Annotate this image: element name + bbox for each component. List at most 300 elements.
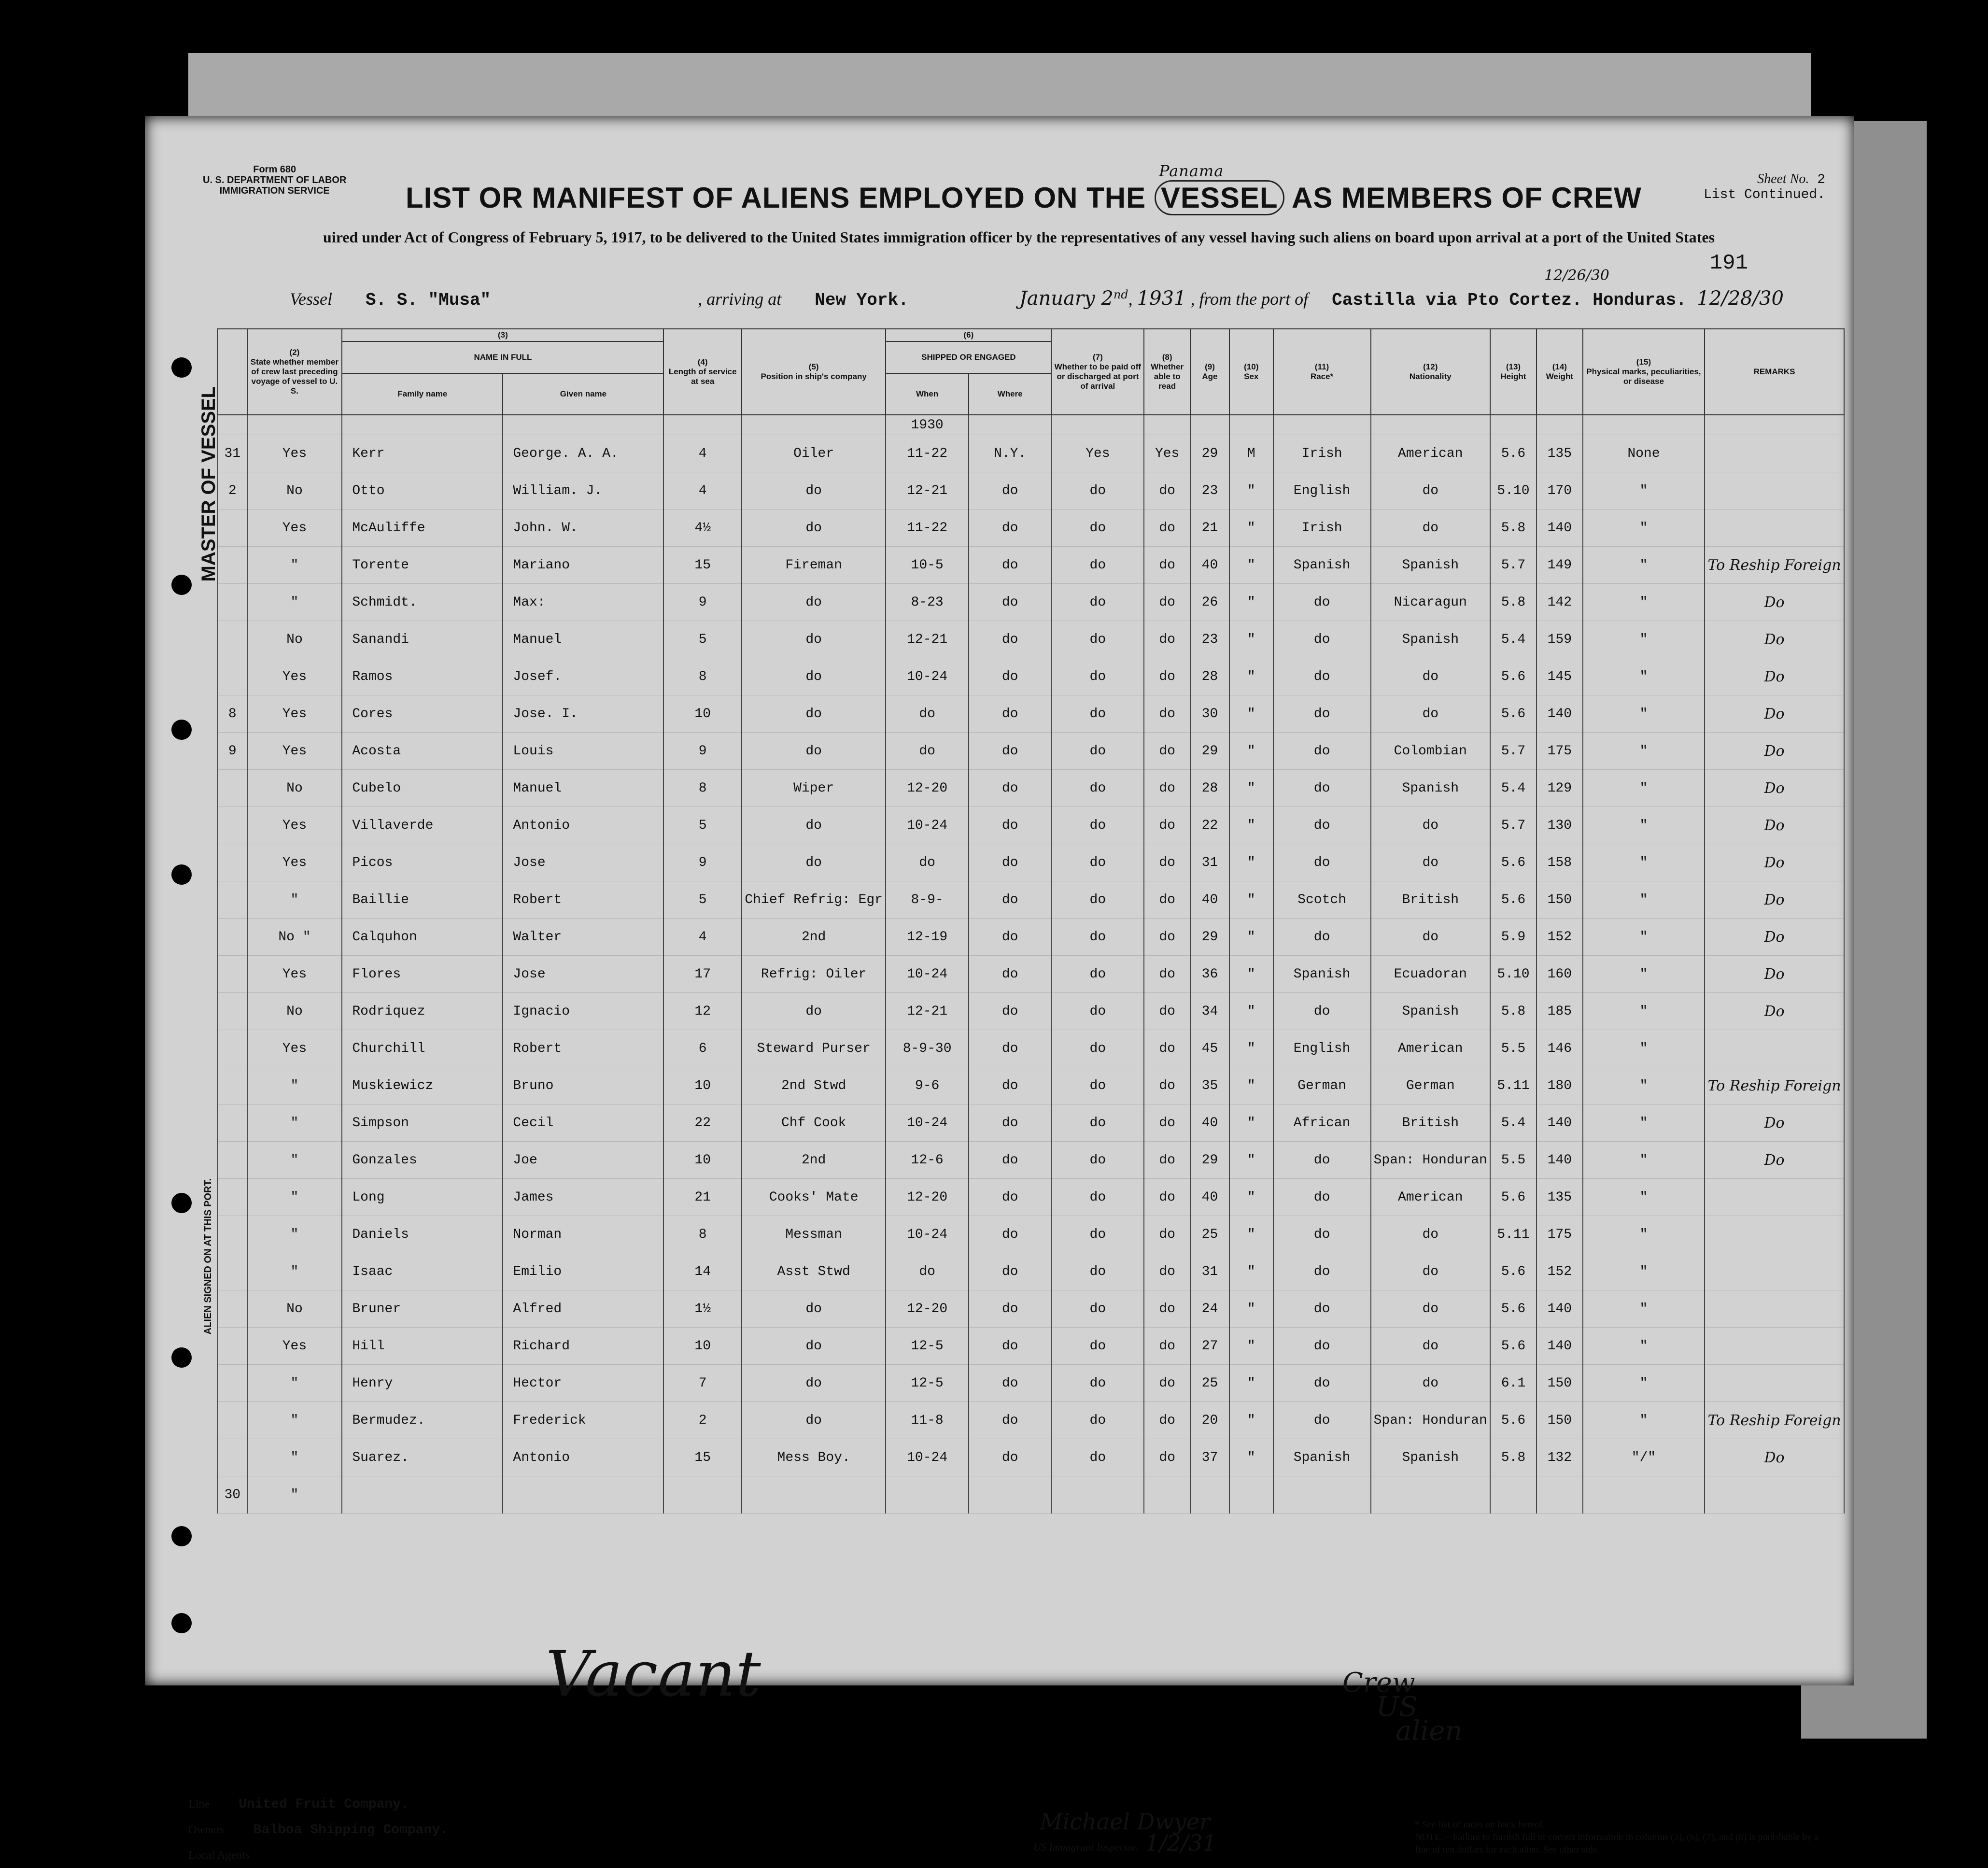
- race-cell: do: [1273, 733, 1371, 770]
- sex-cell: ": [1229, 1328, 1273, 1365]
- prev-voyage-cell: ": [247, 1067, 342, 1104]
- age-cell: 29: [1190, 1142, 1229, 1179]
- height-cell: 5.8: [1490, 509, 1537, 547]
- race-cell: do: [1273, 993, 1371, 1030]
- row-number-cell: 8: [218, 695, 247, 733]
- physical-marks-cell: ": [1583, 658, 1705, 695]
- physical-marks-cell: ": [1583, 807, 1705, 844]
- table-row: [218, 1253, 1844, 1290]
- sex-cell: ": [1229, 1179, 1273, 1216]
- race-cell: do: [1273, 1402, 1371, 1439]
- paid-off-cell: do: [1051, 658, 1144, 695]
- family-name-cell: Bermudez.: [342, 1402, 503, 1439]
- row-number-cell: 2: [218, 472, 247, 509]
- paid-off-cell: do: [1051, 584, 1144, 621]
- position-cell: do: [742, 733, 886, 770]
- height-cell: 5.5: [1490, 1142, 1537, 1179]
- family-name-cell: Suarez.: [342, 1439, 503, 1476]
- table-row: [218, 1365, 1844, 1402]
- physical-marks-cell: None: [1583, 435, 1705, 472]
- race-cell: do: [1273, 844, 1371, 881]
- able-to-read-cell: do: [1144, 770, 1190, 807]
- sex-cell: M: [1229, 435, 1273, 472]
- paid-off-cell: do: [1051, 770, 1144, 807]
- family-name-cell: Henry: [342, 1365, 503, 1402]
- weight-cell: 170: [1537, 472, 1583, 509]
- col-shipped-header: (6): [886, 329, 1051, 341]
- age-cell: 20: [1190, 1402, 1229, 1439]
- age-cell: 29: [1190, 733, 1229, 770]
- weight-cell: 135: [1537, 1179, 1583, 1216]
- remarks-cell: Do: [1705, 695, 1844, 733]
- able-to-read-cell: do: [1144, 1030, 1190, 1067]
- row-number-cell: [218, 956, 247, 993]
- weight-cell: 150: [1537, 881, 1583, 919]
- title-after: AS MEMBERS OF CREW: [1292, 182, 1642, 214]
- sex-cell: ": [1229, 919, 1273, 956]
- physical-marks-cell: ": [1583, 472, 1705, 509]
- sex-cell: ": [1229, 844, 1273, 881]
- height-cell: 5.8: [1490, 1439, 1537, 1476]
- given-name-cell: Jose: [503, 844, 663, 881]
- from-port: [1332, 267, 1697, 310]
- row-number-cell: [218, 1365, 247, 1402]
- sex-cell: ": [1229, 1216, 1273, 1253]
- sex-cell: ": [1229, 621, 1273, 658]
- race-cell: do: [1273, 621, 1371, 658]
- from-date-note: 12/26/30: [1544, 267, 1609, 284]
- signature-title: US Immigrant Inspector.: [1033, 1841, 1138, 1853]
- length-of-service-cell: 17: [663, 956, 741, 993]
- row-number-cell: [218, 919, 247, 956]
- physical-marks-cell: ": [1583, 844, 1705, 881]
- race-cell: Irish: [1273, 509, 1371, 547]
- weight-cell: [1537, 1476, 1583, 1514]
- race-cell: do: [1273, 584, 1371, 621]
- row-number-cell: [218, 993, 247, 1030]
- prev-voyage-cell: Yes: [247, 956, 342, 993]
- paid-off-cell: Yes: [1051, 435, 1144, 472]
- shipped-where-cell: do: [969, 1402, 1052, 1439]
- table-row: [218, 547, 1844, 584]
- race-cell: do: [1273, 1216, 1371, 1253]
- prev-voyage-cell: ": [247, 1253, 342, 1290]
- position-cell: do: [742, 658, 886, 695]
- remarks-cell: [1705, 1365, 1844, 1402]
- shipped-where-cell: N.Y.: [969, 435, 1052, 472]
- sex-cell: ": [1229, 1067, 1273, 1104]
- position-cell: Cooks' Mate: [742, 1179, 886, 1216]
- shipped-where-cell: do: [969, 1253, 1052, 1290]
- able-to-read-cell: do: [1144, 844, 1190, 881]
- shipped-where-cell: do: [969, 509, 1052, 547]
- race-cell: Spanish: [1273, 956, 1371, 993]
- prev-voyage-cell: No: [247, 472, 342, 509]
- table-row: [218, 695, 1844, 733]
- given-name-cell: Mariano: [503, 547, 663, 584]
- shipped-when-cell: 10-24: [886, 1104, 969, 1142]
- shipped-where-cell: do: [969, 844, 1052, 881]
- paid-off-cell: do: [1051, 733, 1144, 770]
- nationality-cell: do: [1371, 1216, 1491, 1253]
- paid-off-cell: do: [1051, 956, 1144, 993]
- age-cell: 40: [1190, 547, 1229, 584]
- col-shipped-label: SHIPPED OR ENGAGED: [886, 341, 1051, 373]
- title-before: LIST OR MANIFEST OF ALIENS EMPLOYED ON THE: [406, 182, 1146, 214]
- given-name-cell: Walter: [503, 919, 663, 956]
- sex-cell: ": [1229, 1142, 1273, 1179]
- row-number-cell: [218, 621, 247, 658]
- table-row: [218, 1179, 1844, 1216]
- shipped-when-cell: 11-8: [886, 1402, 969, 1439]
- position-cell: Wiper: [742, 770, 886, 807]
- col-family-header: Family name: [342, 373, 503, 415]
- footnote: [1415, 1818, 1830, 1856]
- shipped-where-cell: do: [969, 1328, 1052, 1365]
- remarks-cell: Do: [1705, 807, 1844, 844]
- table-row: [218, 1142, 1844, 1179]
- table-row: [218, 1328, 1844, 1365]
- length-of-service-cell: 8: [663, 770, 741, 807]
- from-port-text: Castilla via Pto Cortez. Honduras.: [1332, 290, 1687, 310]
- weight-cell: 146: [1537, 1030, 1583, 1067]
- height-cell: 5.6: [1490, 1402, 1537, 1439]
- sex-cell: ": [1229, 1104, 1273, 1142]
- length-of-service-cell: 2: [663, 1402, 741, 1439]
- nationality-cell: Spanish: [1371, 993, 1491, 1030]
- race-cell: do: [1273, 1253, 1371, 1290]
- paid-off-cell: do: [1051, 547, 1144, 584]
- shipped-when-cell: do: [886, 695, 969, 733]
- physical-marks-cell: ": [1583, 919, 1705, 956]
- nationality-cell: Spanish: [1371, 621, 1491, 658]
- col-given-header: Given name: [503, 373, 663, 415]
- col-where-header: Where: [969, 373, 1052, 415]
- height-cell: 5.8: [1490, 993, 1537, 1030]
- given-name-cell: George. A. A.: [503, 435, 663, 472]
- able-to-read-cell: do: [1144, 621, 1190, 658]
- row-number-cell: [218, 1402, 247, 1439]
- age-cell: 25: [1190, 1216, 1229, 1253]
- sex-cell: ": [1229, 1030, 1273, 1067]
- family-name-cell: Muskiewicz: [342, 1067, 503, 1104]
- shipped-when-cell: 11-22: [886, 435, 969, 472]
- nationality-cell: American: [1371, 1030, 1491, 1067]
- family-name-cell: Otto: [342, 472, 503, 509]
- year-label: 1930: [886, 415, 969, 435]
- height-cell: 5.6: [1490, 1179, 1537, 1216]
- remarks-cell: Do: [1705, 993, 1844, 1030]
- given-name-cell: Manuel: [503, 621, 663, 658]
- table-row: [218, 1402, 1844, 1439]
- table-row: [218, 1216, 1844, 1253]
- form-department: U. S. DEPARTMENT OF LABOR: [203, 175, 347, 185]
- height-cell: 5.6: [1490, 658, 1537, 695]
- family-name-cell: Villaverde: [342, 807, 503, 844]
- race-cell: do: [1273, 1290, 1371, 1328]
- paid-off-cell: do: [1051, 1253, 1144, 1290]
- shipped-where-cell: do: [969, 658, 1052, 695]
- position-cell: do: [742, 1365, 886, 1402]
- table-row: [218, 733, 1844, 770]
- nationality-cell: do: [1371, 695, 1491, 733]
- shipped-when-cell: 12-5: [886, 1365, 969, 1402]
- nationality-cell: Spanish: [1371, 547, 1491, 584]
- year-row: [218, 415, 1844, 435]
- form-number: Form 680: [253, 164, 296, 175]
- able-to-read-cell: do: [1144, 1253, 1190, 1290]
- sheet-label: Sheet No.: [1757, 171, 1809, 186]
- row-number-cell: [218, 547, 247, 584]
- physical-marks-cell: ": [1583, 1067, 1705, 1104]
- able-to-read-cell: do: [1144, 956, 1190, 993]
- prev-voyage-cell: Yes: [247, 733, 342, 770]
- position-cell: do: [742, 844, 886, 881]
- shipped-where-cell: do: [969, 881, 1052, 919]
- able-to-read-cell: do: [1144, 1216, 1190, 1253]
- paid-off-cell: do: [1051, 807, 1144, 844]
- paid-off-cell: do: [1051, 1067, 1144, 1104]
- length-of-service-cell: 5: [663, 621, 741, 658]
- shipped-where-cell: do: [969, 1104, 1052, 1142]
- shipped-when-cell: 9-6: [886, 1067, 969, 1104]
- weight-cell: 140: [1537, 1328, 1583, 1365]
- shipped-where-cell: do: [969, 733, 1052, 770]
- table-row: [218, 1439, 1844, 1476]
- paid-off-cell: do: [1051, 472, 1144, 509]
- nationality-cell: do: [1371, 1365, 1491, 1402]
- col-age-header: (9) Age: [1190, 329, 1229, 415]
- family-name-cell: Calquhon: [342, 919, 503, 956]
- sex-cell: ": [1229, 881, 1273, 919]
- sex-cell: ": [1229, 770, 1273, 807]
- row-number-cell: 30: [218, 1476, 247, 1514]
- able-to-read-cell: do: [1144, 1402, 1190, 1439]
- able-to-read-cell: do: [1144, 1439, 1190, 1476]
- family-name-cell: Torente: [342, 547, 503, 584]
- signature-name: Michael Dwyer: [1040, 1809, 1211, 1835]
- age-cell: 31: [1190, 844, 1229, 881]
- weight-cell: 152: [1537, 919, 1583, 956]
- shipped-when-cell: 12-21: [886, 993, 969, 1030]
- physical-marks-cell: ": [1583, 993, 1705, 1030]
- row-number-cell: [218, 1030, 247, 1067]
- weight-cell: 158: [1537, 844, 1583, 881]
- arriving-label: , arriving at: [698, 289, 782, 309]
- family-name-cell: Bruner: [342, 1290, 503, 1328]
- sheet-number: 2: [1817, 172, 1825, 187]
- inspector-signature: [1033, 1811, 1217, 1858]
- paid-off-cell: do: [1051, 1179, 1144, 1216]
- physical-marks-cell: ": [1583, 547, 1705, 584]
- table-row: [218, 1067, 1844, 1104]
- height-cell: 5.8: [1490, 584, 1537, 621]
- height-cell: 5.7: [1490, 733, 1537, 770]
- prev-voyage-cell: Yes: [247, 1328, 342, 1365]
- remarks-cell: Do: [1705, 770, 1844, 807]
- able-to-read-cell: do: [1144, 472, 1190, 509]
- remarks-cell: [1705, 1030, 1844, 1067]
- remarks-cell: To Reship Foreign: [1705, 547, 1844, 584]
- paid-off-cell: do: [1051, 695, 1144, 733]
- length-of-service-cell: 15: [663, 1439, 741, 1476]
- col-position-header: (5) Position in ship's company: [742, 329, 886, 415]
- remarks-cell: Do: [1705, 881, 1844, 919]
- shipped-where-cell: do: [969, 621, 1052, 658]
- position-cell: 2nd: [742, 919, 886, 956]
- prev-voyage-cell: ": [247, 1476, 342, 1514]
- position-cell: Messman: [742, 1216, 886, 1253]
- sex-cell: ": [1229, 1402, 1273, 1439]
- nationality-cell: Colombian: [1371, 733, 1491, 770]
- physical-marks-cell: ": [1583, 1328, 1705, 1365]
- physical-marks-cell: ": [1583, 770, 1705, 807]
- arrival-date-suffix: nd: [1113, 288, 1128, 301]
- age-cell: 31: [1190, 1253, 1229, 1290]
- position-cell: Chief Refrig: Egr: [742, 881, 886, 919]
- list-label: List: [1703, 187, 1736, 202]
- physical-marks-cell: ": [1583, 1402, 1705, 1439]
- able-to-read-cell: do: [1144, 733, 1190, 770]
- family-name-cell: Rodriquez: [342, 993, 503, 1030]
- weight-cell: 140: [1537, 509, 1583, 547]
- sidebar-alien-signed-on: ALIEN SIGNED ON AT THIS PORT.: [203, 1178, 213, 1335]
- physical-marks-cell: ": [1583, 584, 1705, 621]
- nationality-cell: do: [1371, 509, 1491, 547]
- family-name-cell: Gonzales: [342, 1142, 503, 1179]
- position-cell: Steward Purser: [742, 1030, 886, 1067]
- col-height-header: (13) Height: [1490, 329, 1537, 415]
- paid-off-cell: do: [1051, 1142, 1144, 1179]
- crew-note-line2: US: [1376, 1691, 1418, 1723]
- given-name-cell: Robert: [503, 881, 663, 919]
- sex-cell: ": [1229, 1365, 1273, 1402]
- weight-cell: 159: [1537, 621, 1583, 658]
- owners-label: Owners: [188, 1824, 225, 1836]
- race-cell: [1273, 1476, 1371, 1514]
- given-name-cell: Ignacio: [503, 993, 663, 1030]
- table-row: [218, 1104, 1844, 1142]
- title-handwritten-note: Panama: [1159, 162, 1224, 180]
- height-cell: [1490, 1476, 1537, 1514]
- family-name-cell: Kerr: [342, 435, 503, 472]
- remarks-cell: [1705, 472, 1844, 509]
- weight-cell: 129: [1537, 770, 1583, 807]
- row-number-cell: [218, 807, 247, 844]
- paid-off-cell: do: [1051, 621, 1144, 658]
- weight-cell: 145: [1537, 658, 1583, 695]
- col-name-full-header: NAME IN FULL: [342, 341, 663, 373]
- arrival-year: 1931: [1137, 287, 1186, 310]
- length-of-service-cell: 4: [663, 472, 741, 509]
- age-cell: 27: [1190, 1328, 1229, 1365]
- length-of-service-cell: 10: [663, 1328, 741, 1365]
- remarks-cell: Do: [1705, 658, 1844, 695]
- length-of-service-cell: 15: [663, 547, 741, 584]
- shipped-where-cell: do: [969, 770, 1052, 807]
- weight-cell: 142: [1537, 584, 1583, 621]
- remarks-cell: [1705, 509, 1844, 547]
- nationality-cell: do: [1371, 919, 1491, 956]
- sex-cell: ": [1229, 993, 1273, 1030]
- row-number-cell: [218, 1439, 247, 1476]
- punch-hole: [171, 1526, 192, 1546]
- shipped-where-cell: do: [969, 472, 1052, 509]
- remarks-cell: [1705, 1216, 1844, 1253]
- physical-marks-cell: ": [1583, 509, 1705, 547]
- remarks-cell: Do: [1705, 919, 1844, 956]
- age-cell: 28: [1190, 658, 1229, 695]
- row-number-cell: 9: [218, 733, 247, 770]
- paid-off-cell: do: [1051, 993, 1144, 1030]
- race-cell: do: [1273, 919, 1371, 956]
- able-to-read-cell: do: [1144, 695, 1190, 733]
- punch-hole: [171, 864, 192, 885]
- remarks-cell: Do: [1705, 956, 1844, 993]
- table-row: [218, 621, 1844, 658]
- family-name-cell: Cores: [342, 695, 503, 733]
- paid-off-cell: do: [1051, 1290, 1144, 1328]
- able-to-read-cell: do: [1144, 1365, 1190, 1402]
- shipped-when-cell: 12-20: [886, 1290, 969, 1328]
- length-of-service-cell: 21: [663, 1179, 741, 1216]
- weight-cell: 140: [1537, 1290, 1583, 1328]
- table-row: [218, 993, 1844, 1030]
- shipped-when-cell: 12-6: [886, 1142, 969, 1179]
- arrival-date: January 2: [1019, 287, 1114, 310]
- position-cell: do: [742, 472, 886, 509]
- col-race-header: (11) Race*: [1273, 329, 1371, 415]
- nationality-cell: Spanish: [1371, 770, 1491, 807]
- paid-off-cell: do: [1051, 1030, 1144, 1067]
- age-cell: 40: [1190, 1179, 1229, 1216]
- punch-hole: [171, 1347, 192, 1368]
- length-of-service-cell: 22: [663, 1104, 741, 1142]
- length-of-service-cell: 7: [663, 1365, 741, 1402]
- height-cell: 6.1: [1490, 1365, 1537, 1402]
- length-of-service-cell: 8: [663, 658, 741, 695]
- position-cell: do: [742, 807, 886, 844]
- shipped-where-cell: do: [969, 695, 1052, 733]
- weight-cell: 185: [1537, 993, 1583, 1030]
- given-name-cell: William. J.: [503, 472, 663, 509]
- age-cell: 29: [1190, 919, 1229, 956]
- paid-off-cell: do: [1051, 1439, 1144, 1476]
- subtitle: uired under Act of Congress of February 5, 1917, to be delivered to the United States immigration officer by the representatives of any vessel having such aliens on board upon arrival at a port of the United States: [323, 228, 1715, 246]
- weight-cell: 135: [1537, 435, 1583, 472]
- physical-marks-cell: "/": [1583, 1439, 1705, 1476]
- shipped-when-cell: 10-5: [886, 547, 969, 584]
- remarks-cell: Do: [1705, 1439, 1844, 1476]
- nationality-cell: Span: Honduran: [1371, 1142, 1491, 1179]
- paid-off-cell: do: [1051, 1104, 1144, 1142]
- length-of-service-cell: [663, 1476, 741, 1514]
- position-cell: 2nd Stwd: [742, 1067, 886, 1104]
- able-to-read-cell: do: [1144, 807, 1190, 844]
- title-vessel-word: VESSEL: [1155, 180, 1284, 215]
- departure-date-note: 12/28/30: [1697, 287, 1784, 310]
- age-cell: 25: [1190, 1365, 1229, 1402]
- row-number-cell: [218, 658, 247, 695]
- able-to-read-cell: do: [1144, 584, 1190, 621]
- able-to-read-cell: Yes: [1144, 435, 1190, 472]
- nationality-cell: Spanish: [1371, 1439, 1491, 1476]
- nationality-cell: do: [1371, 1328, 1491, 1365]
- position-cell: Asst Stwd: [742, 1253, 886, 1290]
- crew-note-line1: Crew: [1342, 1667, 1415, 1698]
- position-cell: do: [742, 993, 886, 1030]
- weight-cell: 160: [1537, 956, 1583, 993]
